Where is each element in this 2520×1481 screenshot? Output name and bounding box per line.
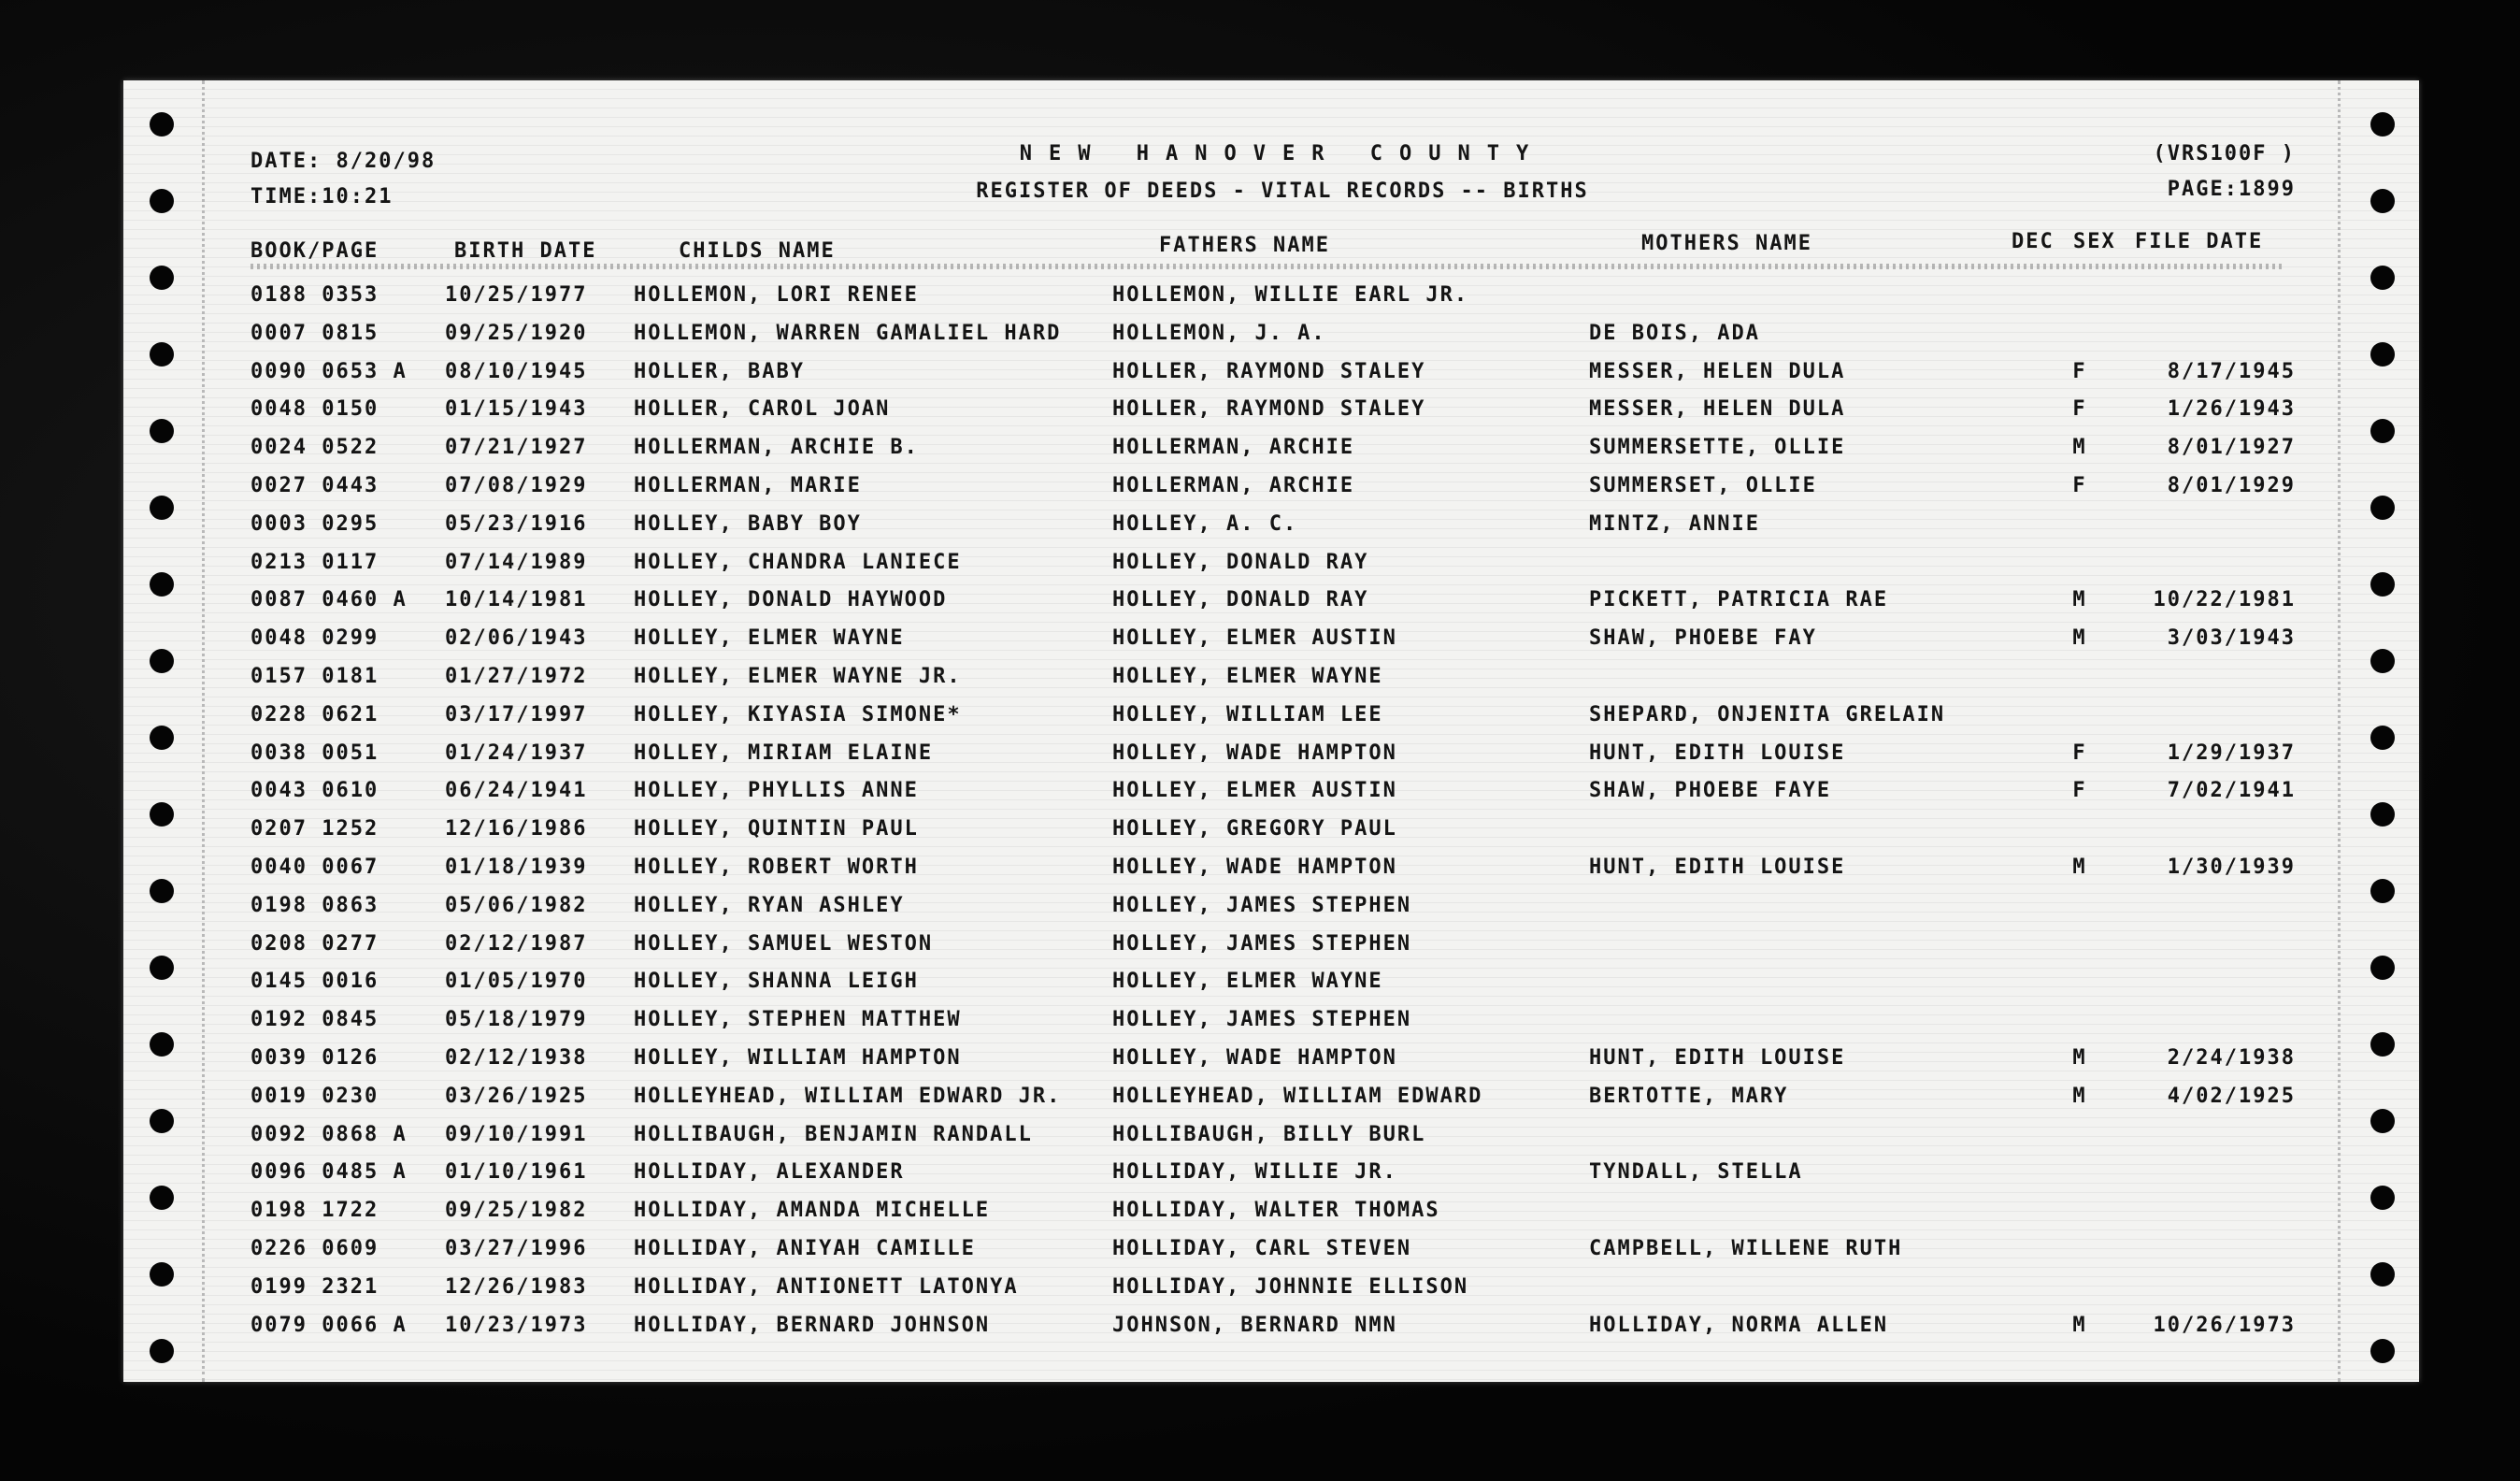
header-dashed-rule (251, 264, 2284, 269)
fathers-name-cell: HOLLEY, DONALD RAY (1112, 550, 1369, 574)
childs-name-cell: HOLLERMAN, MARIE (634, 473, 862, 497)
record-row (123, 1116, 2419, 1155)
sex-cell: M (2072, 1313, 2087, 1337)
birth-date-cell: 02/06/1943 (445, 626, 588, 651)
book-page-cell: 0039 0126 (251, 1045, 379, 1070)
birth-date-cell: 07/21/1927 (445, 436, 588, 460)
birth-date-cell: 09/25/1982 (445, 1199, 588, 1223)
record-row (123, 1154, 2419, 1192)
birth-date-cell: 01/24/1937 (445, 740, 588, 765)
fathers-name-cell: HOLLEY, ELMER AUSTIN (1112, 626, 1397, 651)
record-row (123, 811, 2419, 849)
fathers-name-cell: HOLLEY, WADE HAMPTON (1112, 855, 1397, 879)
book-page-cell: 0003 0295 (251, 511, 379, 536)
book-page-cell: 0007 0815 (251, 321, 379, 345)
col-header-mothers-name: MOTHERS NAME (1641, 232, 1812, 255)
fathers-name-cell: HOLLIDAY, JOHNNIE ELLISON (1112, 1274, 1469, 1299)
record-row (123, 277, 2419, 315)
birth-date-cell: 01/18/1939 (445, 855, 588, 879)
fathers-name-cell: HOLLERMAN, ARCHIE (1112, 473, 1355, 497)
report-date: DATE: 8/20/98 (251, 150, 437, 173)
birth-date-cell: 01/05/1970 (445, 970, 588, 994)
sex-cell: M (2072, 588, 2087, 612)
fathers-name-cell: HOLLIBAUGH, BILLY BURL (1112, 1122, 1426, 1146)
childs-name-cell: HOLLEY, SHANNA LEIGH (634, 970, 919, 994)
book-page-cell: 0090 0653 A (251, 359, 408, 383)
book-page-cell: 0079 0066 A (251, 1313, 408, 1337)
mothers-name-cell: SHEPARD, ONJENITA GRELAIN (1589, 702, 1946, 726)
birth-date-cell: 02/12/1938 (445, 1045, 588, 1070)
book-page-cell: 0188 0353 (251, 283, 379, 307)
record-row (123, 772, 2419, 811)
record-row (123, 963, 2419, 1001)
sex-cell: M (2072, 1084, 2087, 1108)
book-page-cell: 0226 0609 (251, 1236, 379, 1260)
childs-name-cell: HOLLEY, ELMER WAYNE JR. (634, 664, 962, 688)
book-page-cell: 0207 1252 (251, 817, 379, 841)
feed-hole (150, 112, 174, 137)
mothers-name-cell: HUNT, EDITH LOUISE (1589, 855, 1846, 879)
mothers-name-cell: SHAW, PHOEBE FAYE (1589, 779, 1832, 803)
book-page-cell: 0043 0610 (251, 779, 379, 803)
mothers-name-cell: MESSER, HELEN DULA (1589, 359, 1846, 383)
file-date-cell: 10/22/1981 (2153, 588, 2296, 612)
book-page-cell: 0092 0868 A (251, 1122, 408, 1146)
col-header-childs-name: CHILDS NAME (679, 239, 836, 263)
sex-cell: F (2072, 359, 2087, 383)
book-page-cell: 0208 0277 (251, 931, 379, 956)
sex-cell: M (2072, 626, 2087, 651)
fathers-name-cell: HOLLEY, GREGORY PAUL (1112, 817, 1397, 841)
book-page-cell: 0087 0460 A (251, 588, 408, 612)
book-page-cell: 0213 0117 (251, 550, 379, 574)
record-row (123, 1040, 2419, 1078)
file-date-cell: 10/26/1973 (2153, 1313, 2296, 1337)
record-row (123, 926, 2419, 964)
childs-name-cell: HOLLEMON, WARREN GAMALIEL HARD (634, 321, 1062, 345)
childs-name-cell: HOLLEY, STEPHEN MATTHEW (634, 1008, 962, 1032)
mothers-name-cell: CAMPBELL, WILLENE RUTH (1589, 1236, 1903, 1260)
birth-date-cell: 02/12/1987 (445, 931, 588, 956)
childs-name-cell: HOLLEY, ROBERT WORTH (634, 855, 919, 879)
report-time: TIME:10:21 (251, 185, 394, 208)
record-row (123, 658, 2419, 697)
record-row (123, 620, 2419, 658)
book-page-cell: 0096 0485 A (251, 1160, 408, 1185)
report-subtitle: REGISTER OF DEEDS - VITAL RECORDS -- BIRTHS (976, 180, 1589, 203)
col-header-file-date: FILE DATE (2135, 230, 2264, 253)
fathers-name-cell: HOLLER, RAYMOND STALEY (1112, 397, 1426, 422)
record-row (123, 887, 2419, 926)
childs-name-cell: HOLLERMAN, ARCHIE B. (634, 436, 919, 460)
birth-date-cell: 10/25/1977 (445, 283, 588, 307)
fathers-name-cell: HOLLIDAY, CARL STEVEN (1112, 1236, 1412, 1260)
fathers-name-cell: HOLLEY, JAMES STEPHEN (1112, 1008, 1412, 1032)
childs-name-cell: HOLLIBAUGH, BENJAMIN RANDALL (634, 1122, 1033, 1146)
file-date-cell: 8/01/1927 (2167, 436, 2296, 460)
book-page-cell: 0157 0181 (251, 664, 379, 688)
record-row (123, 391, 2419, 429)
book-page-cell: 0192 0845 (251, 1008, 379, 1032)
record-row (123, 697, 2419, 735)
birth-date-cell: 05/06/1982 (445, 893, 588, 917)
book-page-cell: 0198 0863 (251, 893, 379, 917)
childs-name-cell: HOLLEY, PHYLLIS ANNE (634, 779, 919, 803)
feed-hole (2370, 112, 2395, 137)
childs-name-cell: HOLLER, BABY (634, 359, 805, 383)
book-page-cell: 0038 0051 (251, 740, 379, 765)
book-page-cell: 0027 0443 (251, 473, 379, 497)
fathers-name-cell: HOLLEY, WILLIAM LEE (1112, 702, 1383, 726)
record-row (123, 506, 2419, 544)
page-number: PAGE:1899 (2167, 178, 2296, 201)
book-page-cell: 0199 2321 (251, 1274, 379, 1299)
feed-hole (2370, 189, 2395, 213)
childs-name-cell: HOLLEY, ELMER WAYNE (634, 626, 905, 651)
record-row (123, 735, 2419, 773)
birth-date-cell: 05/23/1916 (445, 511, 588, 536)
childs-name-cell: HOLLEY, SAMUEL WESTON (634, 931, 934, 956)
col-header-fathers-name: FATHERS NAME (1159, 234, 1330, 257)
fathers-name-cell: HOLLEY, WADE HAMPTON (1112, 1045, 1397, 1070)
birth-date-cell: 12/16/1986 (445, 817, 588, 841)
record-row (123, 353, 2419, 392)
birth-date-cell: 09/25/1920 (445, 321, 588, 345)
record-row (123, 1078, 2419, 1116)
mothers-name-cell: SUMMERSETTE, OLLIE (1589, 436, 1846, 460)
fathers-name-cell: HOLLEY, JAMES STEPHEN (1112, 893, 1412, 917)
file-date-cell: 1/30/1939 (2167, 855, 2296, 879)
birth-date-cell: 10/14/1981 (445, 588, 588, 612)
mothers-name-cell: HOLLIDAY, NORMA ALLEN (1589, 1313, 1889, 1337)
childs-name-cell: HOLLIDAY, ANIYAH CAMILLE (634, 1236, 976, 1260)
childs-name-cell: HOLLEY, DONALD HAYWOOD (634, 588, 948, 612)
birth-date-cell: 03/17/1997 (445, 702, 588, 726)
book-page-cell: 0228 0621 (251, 702, 379, 726)
mothers-name-cell: BERTOTTE, MARY (1589, 1084, 1789, 1108)
col-header-dec: DEC (2012, 230, 2055, 253)
childs-name-cell: HOLLEMON, LORI RENEE (634, 283, 919, 307)
mothers-name-cell: SUMMERSET, OLLIE (1589, 473, 1817, 497)
record-row (123, 467, 2419, 506)
mothers-name-cell: DE BOIS, ADA (1589, 321, 1760, 345)
childs-name-cell: HOLLEY, RYAN ASHLEY (634, 893, 905, 917)
record-row (123, 1307, 2419, 1345)
file-date-cell: 8/17/1945 (2167, 359, 2296, 383)
childs-name-cell: HOLLEY, KIYASIA SIMONE* (634, 702, 962, 726)
fathers-name-cell: HOLLEY, A. C. (1112, 511, 1298, 536)
childs-name-cell: HOLLEY, WILLIAM HAMPTON (634, 1045, 962, 1070)
file-date-cell: 2/24/1938 (2167, 1045, 2296, 1070)
book-page-cell: 0048 0150 (251, 397, 379, 422)
birth-date-cell: 07/08/1929 (445, 473, 588, 497)
birth-date-cell: 08/10/1945 (445, 359, 588, 383)
fathers-name-cell: HOLLERMAN, ARCHIE (1112, 436, 1355, 460)
record-row (123, 1192, 2419, 1230)
book-page-cell: 0019 0230 (251, 1084, 379, 1108)
fathers-name-cell: HOLLEY, ELMER WAYNE (1112, 970, 1383, 994)
sex-cell: F (2072, 473, 2087, 497)
fathers-name-cell: JOHNSON, BERNARD NMN (1112, 1313, 1397, 1337)
childs-name-cell: HOLLEYHEAD, WILLIAM EDWARD JR. (634, 1084, 1062, 1108)
childs-name-cell: HOLLER, CAROL JOAN (634, 397, 891, 422)
record-row (123, 582, 2419, 620)
birth-date-cell: 09/10/1991 (445, 1122, 588, 1146)
record-row (123, 544, 2419, 582)
col-header-sex: SEX (2073, 230, 2116, 253)
birth-date-cell: 01/27/1972 (445, 664, 588, 688)
birth-date-cell: 03/27/1996 (445, 1236, 588, 1260)
book-page-cell: 0198 1722 (251, 1199, 379, 1223)
file-date-cell: 4/02/1925 (2167, 1084, 2296, 1108)
record-row (123, 1269, 2419, 1307)
county-title: NEW HANOVER COUNTY (1019, 142, 1546, 165)
sex-cell: F (2072, 740, 2087, 765)
mothers-name-cell: TYNDALL, STELLA (1589, 1160, 1803, 1185)
file-date-cell: 1/29/1937 (2167, 740, 2296, 765)
mothers-name-cell: PICKETT, PATRICIA RAE (1589, 588, 1889, 612)
fathers-name-cell: HOLLEY, WADE HAMPTON (1112, 740, 1397, 765)
sex-cell: F (2072, 397, 2087, 422)
fathers-name-cell: HOLLEY, ELMER AUSTIN (1112, 779, 1397, 803)
record-row (123, 429, 2419, 467)
file-date-cell: 3/03/1943 (2167, 626, 2296, 651)
file-date-cell: 1/26/1943 (2167, 397, 2296, 422)
mothers-name-cell: HUNT, EDITH LOUISE (1589, 1045, 1846, 1070)
fathers-name-cell: HOLLEY, JAMES STEPHEN (1112, 931, 1412, 956)
col-header-birth-date: BIRTH DATE (454, 239, 597, 263)
childs-name-cell: HOLLIDAY, BERNARD JOHNSON (634, 1313, 991, 1337)
childs-name-cell: HOLLEY, CHANDRA LANIECE (634, 550, 962, 574)
col-header-book-page: BOOK/PAGE (251, 239, 379, 263)
record-row (123, 1001, 2419, 1040)
childs-name-cell: HOLLEY, MIRIAM ELAINE (634, 740, 934, 765)
birth-date-cell: 12/26/1983 (445, 1274, 588, 1299)
fathers-name-cell: HOLLEY, DONALD RAY (1112, 588, 1369, 612)
sex-cell: M (2072, 1045, 2087, 1070)
childs-name-cell: HOLLIDAY, ALEXANDER (634, 1160, 905, 1185)
mothers-name-cell: MINTZ, ANNIE (1589, 511, 1760, 536)
record-row (123, 849, 2419, 887)
sex-cell: M (2072, 436, 2087, 460)
birth-date-cell: 10/23/1973 (445, 1313, 588, 1337)
mothers-name-cell: HUNT, EDITH LOUISE (1589, 740, 1846, 765)
birth-date-cell: 01/10/1961 (445, 1160, 588, 1185)
record-row (123, 1230, 2419, 1269)
birth-date-cell: 03/26/1925 (445, 1084, 588, 1108)
birth-date-cell: 01/15/1943 (445, 397, 588, 422)
sex-cell: F (2072, 779, 2087, 803)
birth-date-cell: 07/14/1989 (445, 550, 588, 574)
record-row (123, 315, 2419, 353)
birth-date-cell: 06/24/1941 (445, 779, 588, 803)
book-page-cell: 0145 0016 (251, 970, 379, 994)
fathers-name-cell: HOLLIDAY, WALTER THOMAS (1112, 1199, 1440, 1223)
continuous-form-paper (123, 80, 2419, 1382)
feed-hole (150, 189, 174, 213)
fathers-name-cell: HOLLEYHEAD, WILLIAM EDWARD (1112, 1084, 1483, 1108)
file-date-cell: 8/01/1929 (2167, 473, 2296, 497)
fathers-name-cell: HOLLEMON, WILLIE EARL JR. (1112, 283, 1469, 307)
mothers-name-cell: SHAW, PHOEBE FAY (1589, 626, 1817, 651)
book-page-cell: 0024 0522 (251, 436, 379, 460)
childs-name-cell: HOLLEY, QUINTIN PAUL (634, 817, 919, 841)
fathers-name-cell: HOLLEY, ELMER WAYNE (1112, 664, 1383, 688)
book-page-cell: 0040 0067 (251, 855, 379, 879)
childs-name-cell: HOLLIDAY, ANTIONETT LATONYA (634, 1274, 1019, 1299)
report-code: (VRS100F ) (2153, 142, 2296, 165)
birth-records-list (123, 277, 2419, 1344)
childs-name-cell: HOLLEY, BABY BOY (634, 511, 862, 536)
childs-name-cell: HOLLIDAY, AMANDA MICHELLE (634, 1199, 991, 1223)
birth-date-cell: 05/18/1979 (445, 1008, 588, 1032)
fathers-name-cell: HOLLER, RAYMOND STALEY (1112, 359, 1426, 383)
file-date-cell: 7/02/1941 (2167, 779, 2296, 803)
mothers-name-cell: MESSER, HELEN DULA (1589, 397, 1846, 422)
book-page-cell: 0048 0299 (251, 626, 379, 651)
fathers-name-cell: HOLLIDAY, WILLIE JR. (1112, 1160, 1397, 1185)
fathers-name-cell: HOLLEMON, J. A. (1112, 321, 1326, 345)
sex-cell: M (2072, 855, 2087, 879)
